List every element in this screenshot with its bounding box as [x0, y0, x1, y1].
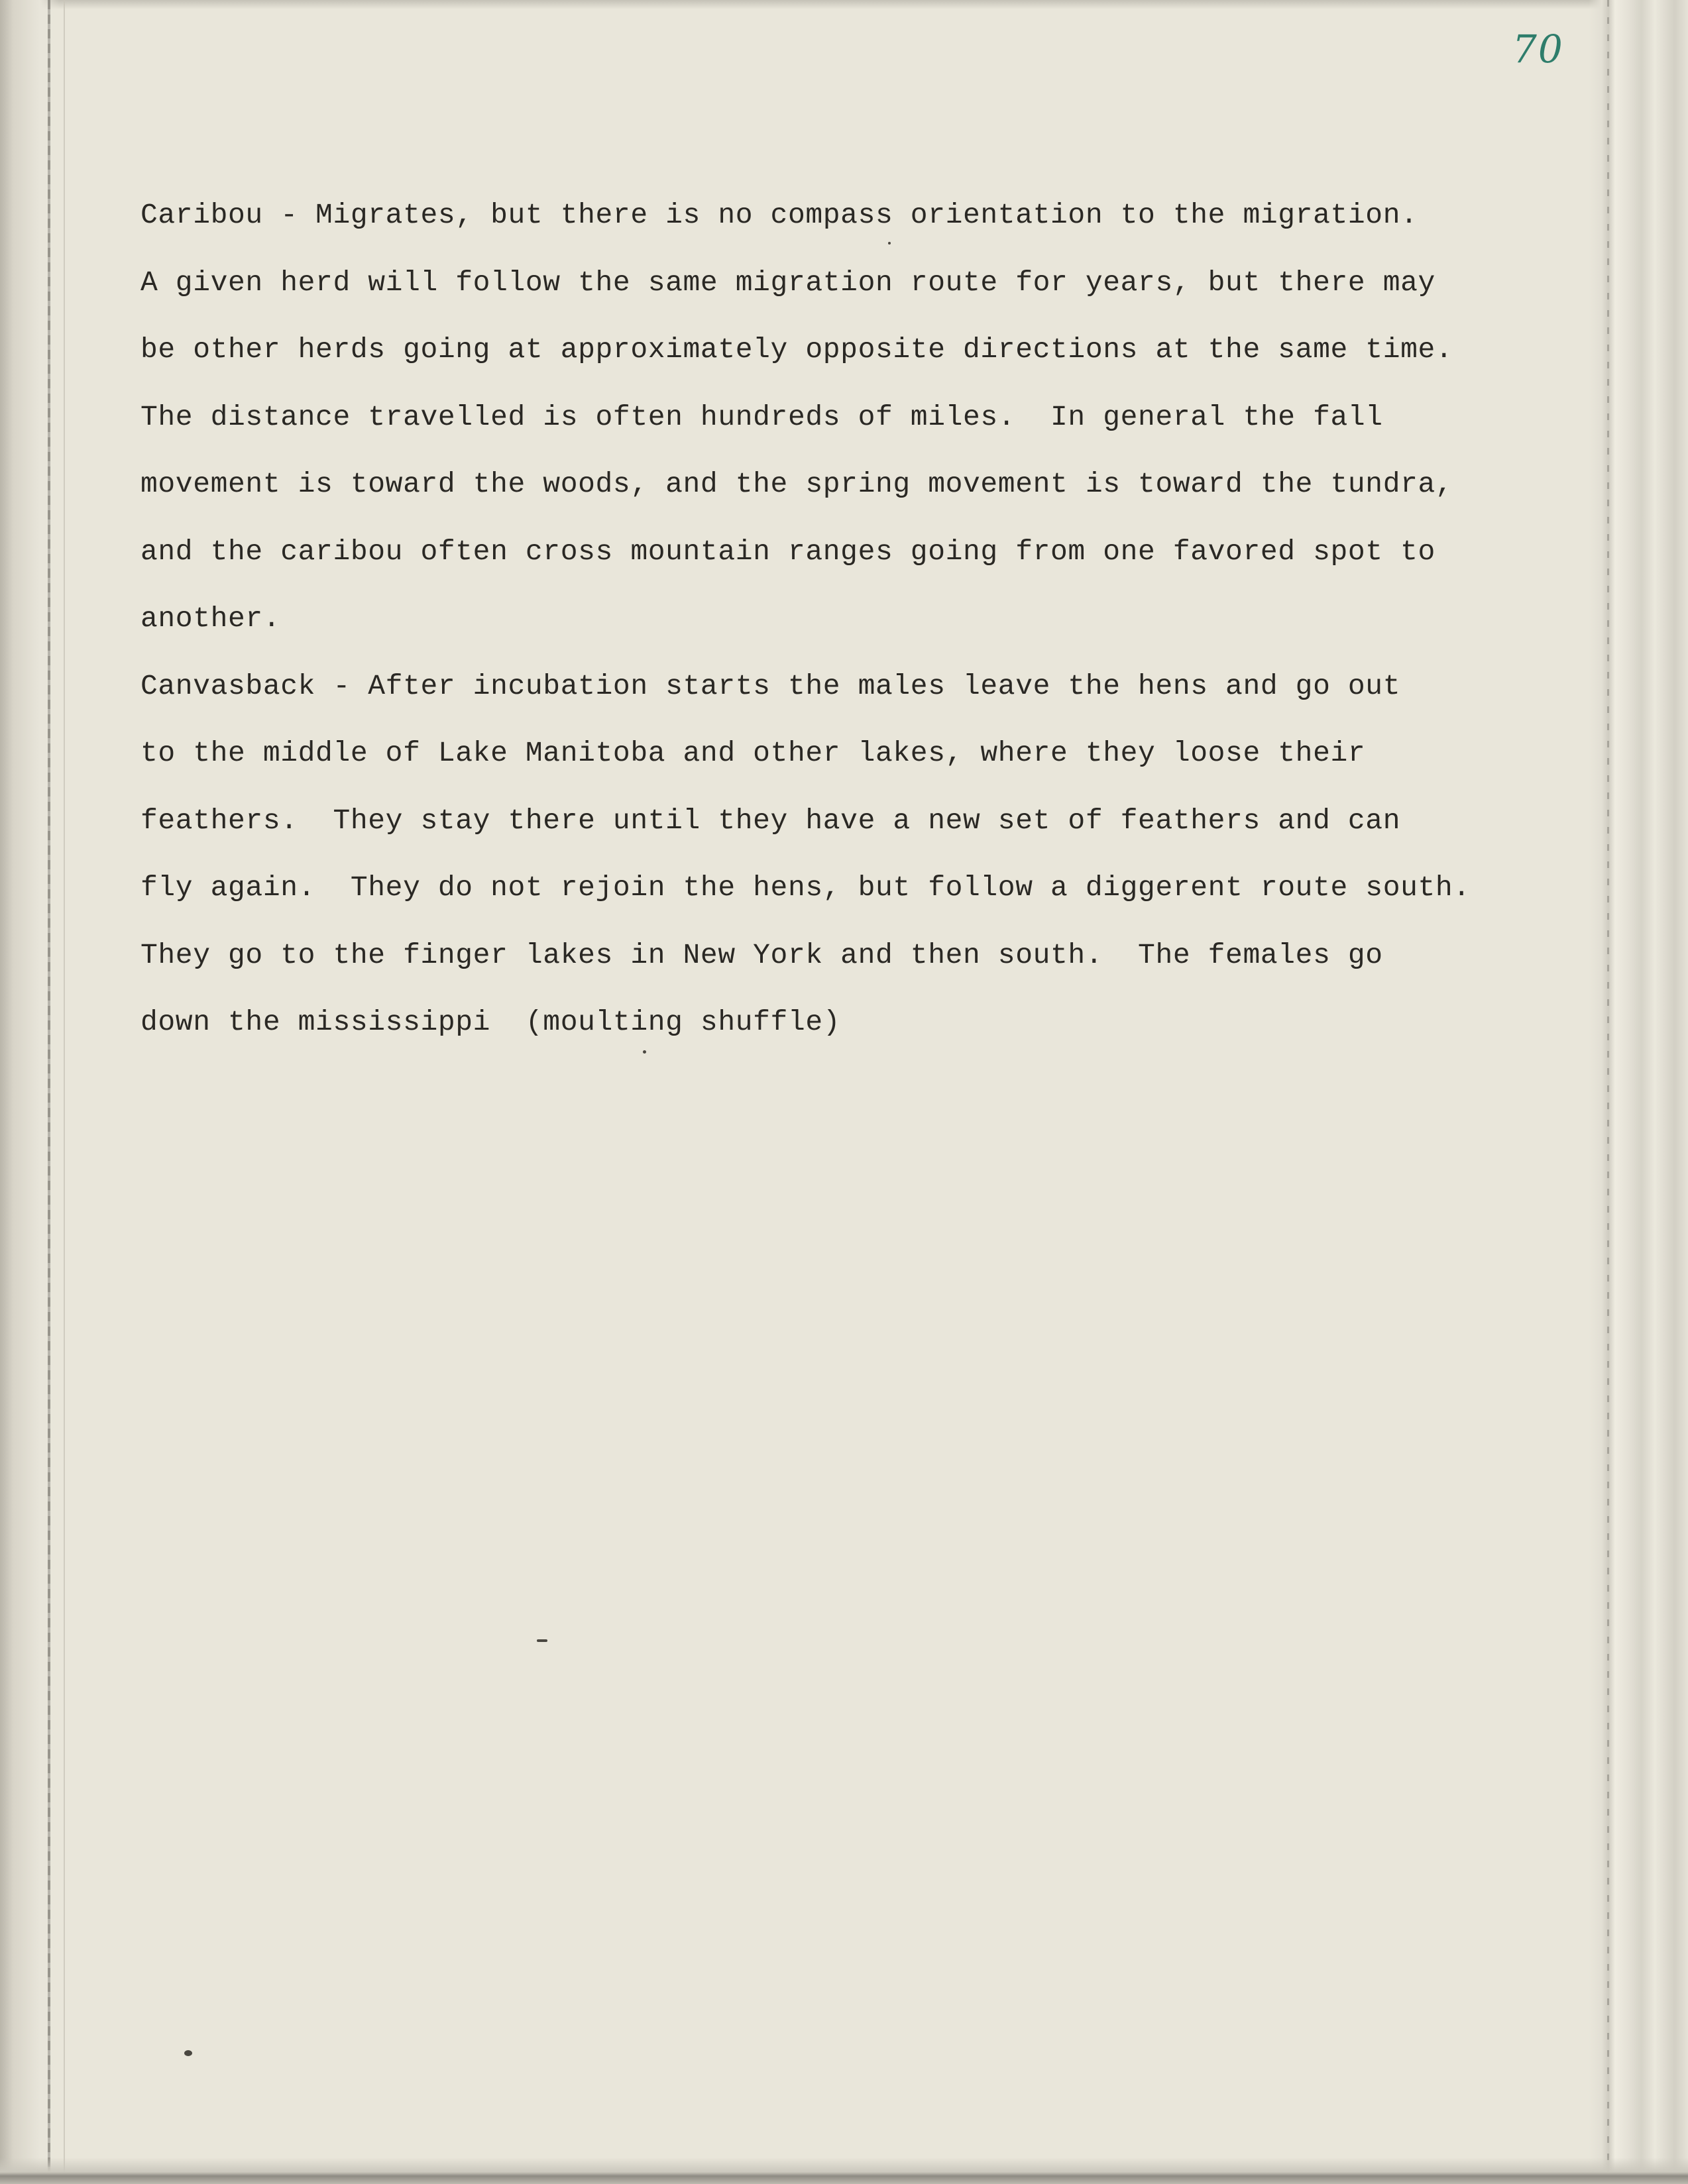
text-line: and the caribou often cross mountain ranges going from one favored spot to — [141, 535, 1435, 568]
text-line: They go to the finger lakes in New York and then south. The females go — [141, 938, 1383, 971]
page-bottom-edge — [0, 2157, 1688, 2184]
page-stack-edge — [1589, 0, 1688, 2184]
page-number: 70 — [1512, 27, 1564, 72]
ink-speck — [537, 1639, 547, 1642]
text-line: Caribou - Migrates, but there is no compass orientation to the migration. — [141, 199, 1418, 231]
text-line: another. — [141, 602, 281, 635]
binding-stitch-line — [48, 0, 50, 2184]
text-line: feathers. They stay there until they have a new set of feathers and can — [141, 804, 1401, 837]
typed-text-body — [141, 195, 1471, 1070]
ink-speck — [888, 242, 891, 245]
page-top-edge — [0, 0, 1688, 9]
text-line: be other herds going at approximately opposite directions at the same time. — [141, 333, 1453, 366]
text-line: A given herd will follow the same migration route for years, but there may — [141, 266, 1435, 299]
ink-speck — [184, 2050, 192, 2056]
ink-speck — [643, 1050, 646, 1054]
text-line: fly again. They do not rejoin the hens, but follow a diggerent route south. — [141, 871, 1471, 904]
text-line: The distance travelled is often hundreds of miles. In general the fall — [141, 400, 1383, 433]
page-binding-shadow — [0, 0, 60, 2184]
text-line: to the middle of Lake Manitoba and other lakes, where they loose their — [141, 737, 1366, 769]
binding-inner-line — [64, 0, 65, 2184]
text-line: Canvasback - After incubation starts the males leave the hens and go out — [141, 669, 1401, 702]
text-line: down the mississippi (moulting shuffle) — [141, 1006, 841, 1038]
text-line: movement is toward the woods, and the spring movement is toward the tundra, — [141, 468, 1453, 500]
page-stack-rule — [1607, 0, 1609, 2184]
